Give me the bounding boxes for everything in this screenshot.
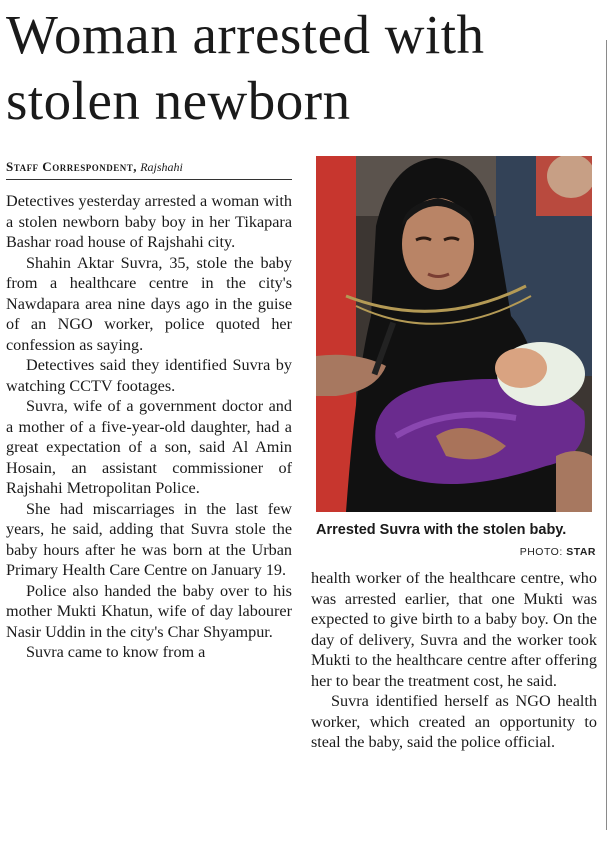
paragraph: Suvra identified herself as NGO health worker, which created an opportunity to steal the baby, said the police official. — [311, 692, 597, 751]
paragraph: She had miscarriages in the last few years, he said, adding that Suvra stole the baby hours after he was born at the Urban Primary Health Care Centre on January 19. — [6, 499, 292, 579]
byline-location: Rajshahi — [140, 160, 183, 174]
paragraph: Suvra came to know from a — [26, 643, 206, 661]
photo-illustration — [316, 156, 592, 512]
headline-line-2: stolen newborn — [6, 70, 351, 131]
paragraph: Shahin Aktar Suvra, 35, stole the baby from a healthcare centre in the city's Nawdapara area nine days ago in the guise of an NGO worker, police quoted her confession as saying. — [6, 253, 292, 354]
article-right-column — [311, 568, 597, 753]
byline — [6, 158, 292, 180]
photo-credit — [316, 546, 596, 558]
photo-credit-source: STAR — [566, 546, 596, 558]
paragraph: Detectives said they identified Suvra by watching CCTV footages. — [6, 356, 292, 395]
photo-credit-prefix: PHOTO: — [519, 546, 563, 558]
paragraph: Suvra, wife of a government doctor and a mother of a five-year-old daughter, had a great expectation of a son, said Al Amin Hosain, an assistant commissioner of Rajshahi Metropolitan Police. — [6, 397, 292, 497]
byline-author: Staff Correspondent, — [6, 159, 137, 174]
paragraph: Police also handed the baby over to his mother Mukti Khatun, wife of day labourer Nasir Uddin in the city's Char Shyampur. — [6, 581, 292, 641]
paragraph: health worker of the healthcare centre, who was arrested earlier, that one Mukti was expected to give birth to a baby boy. On the day of delivery, Suvra and the worker took Mukti to the healthcare centre after offering her to bear the treatment cost, he said. — [311, 569, 597, 690]
news-photo — [316, 156, 592, 512]
photo-caption: Arrested Suvra with the stolen baby. — [316, 522, 567, 538]
article-left-column — [6, 191, 292, 663]
headline-line-1: Woman arrested with — [6, 4, 485, 65]
headline — [6, 2, 606, 134]
column-rule — [606, 40, 607, 830]
paragraph: Detectives yesterday arrested a woman with a stolen newborn baby boy in her Tikapara Bashar road house of Rajshahi city. — [6, 192, 292, 251]
